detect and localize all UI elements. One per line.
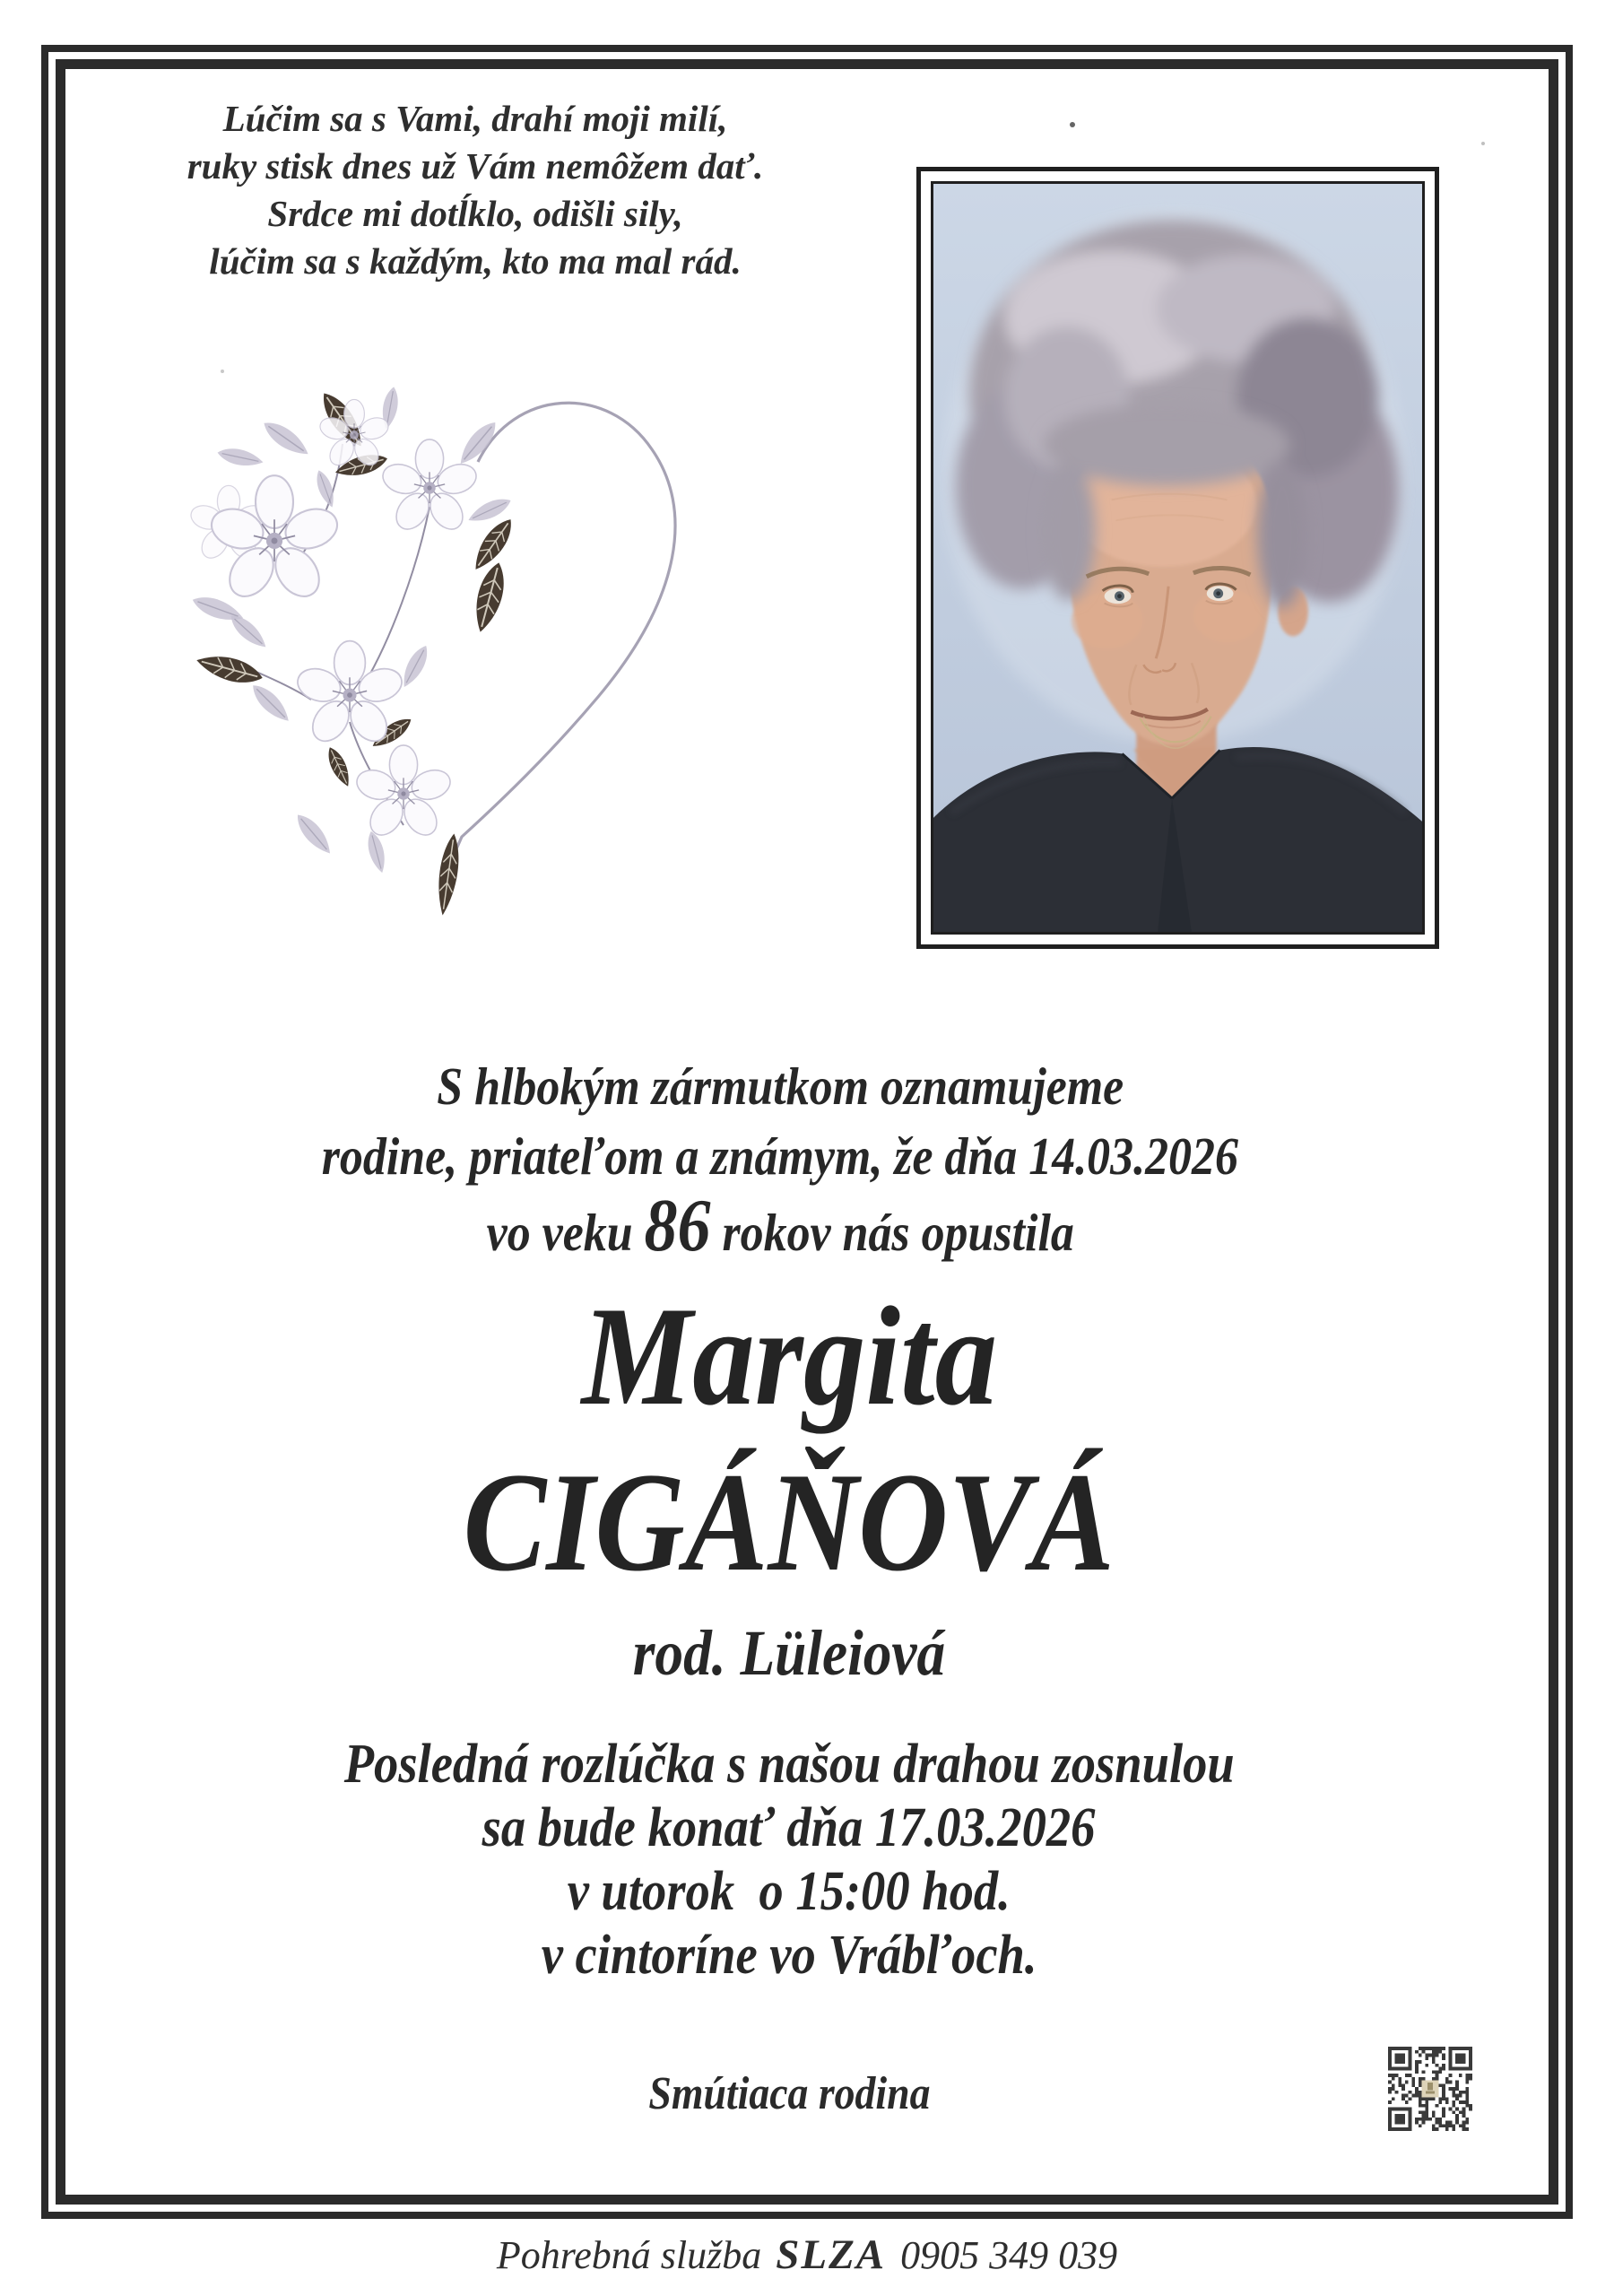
footer [0,2231,1614,2279]
announcement-line: S hlbokým zármutkom oznamujeme [437,1057,1124,1116]
poem-line: Srdce mi dotĺklo, odišli sily, [267,193,683,234]
scan-speck [1070,122,1075,127]
funeral-service-label: Pohrebná služba [496,2233,762,2277]
maiden-name: rod. Lüleiová [632,1617,946,1689]
deceased-first-name: Margita [581,1278,997,1435]
announcement-line: vo veku 86 rokov nás opustila [486,1184,1074,1267]
portrait-photo [931,181,1425,935]
floral-heart-ornament [94,300,704,928]
poem-line: Lúčim sa s Vami, drahí moji milí, [222,98,728,139]
funeral-line: sa bude konať dňa 17.03.2026 [482,1797,1096,1858]
scan-speck [1481,142,1485,145]
scan-speck [221,370,224,373]
deceased-last-name: CIGÁŇOVÁ [463,1444,1115,1601]
funeral-line: v cintoríne vo Vrábľoch. [541,1925,1037,1986]
poem-line: ruky stisk dnes už Vám nemôžem dať. [187,145,764,187]
poem-line: lúčim sa s každým, kto ma mal rád. [209,240,742,282]
funeral-line: v utorok o 15:00 hod. [567,1861,1011,1922]
floral-heart-svg [94,300,704,928]
funeral-service-phone: 0905 349 039 [900,2233,1118,2277]
announcement [54,1051,1506,1267]
funeral-service-brand: SLZA [776,2231,887,2278]
funeral-details [54,1733,1524,1987]
heart-outline [449,403,675,864]
farewell-poem [45,95,906,285]
age-value: 86 [644,1184,711,1267]
qr-code [1388,2047,1472,2131]
portrait-photo-frame [916,167,1439,949]
funeral-line: Posledná rozlúčka s našou drahou zosnulou [343,1734,1235,1795]
closing-line: Smútiaca rodina [647,2068,931,2119]
announcement-line: rodine, priateľom a známym, že dňa 14.03.2026 [321,1126,1239,1186]
